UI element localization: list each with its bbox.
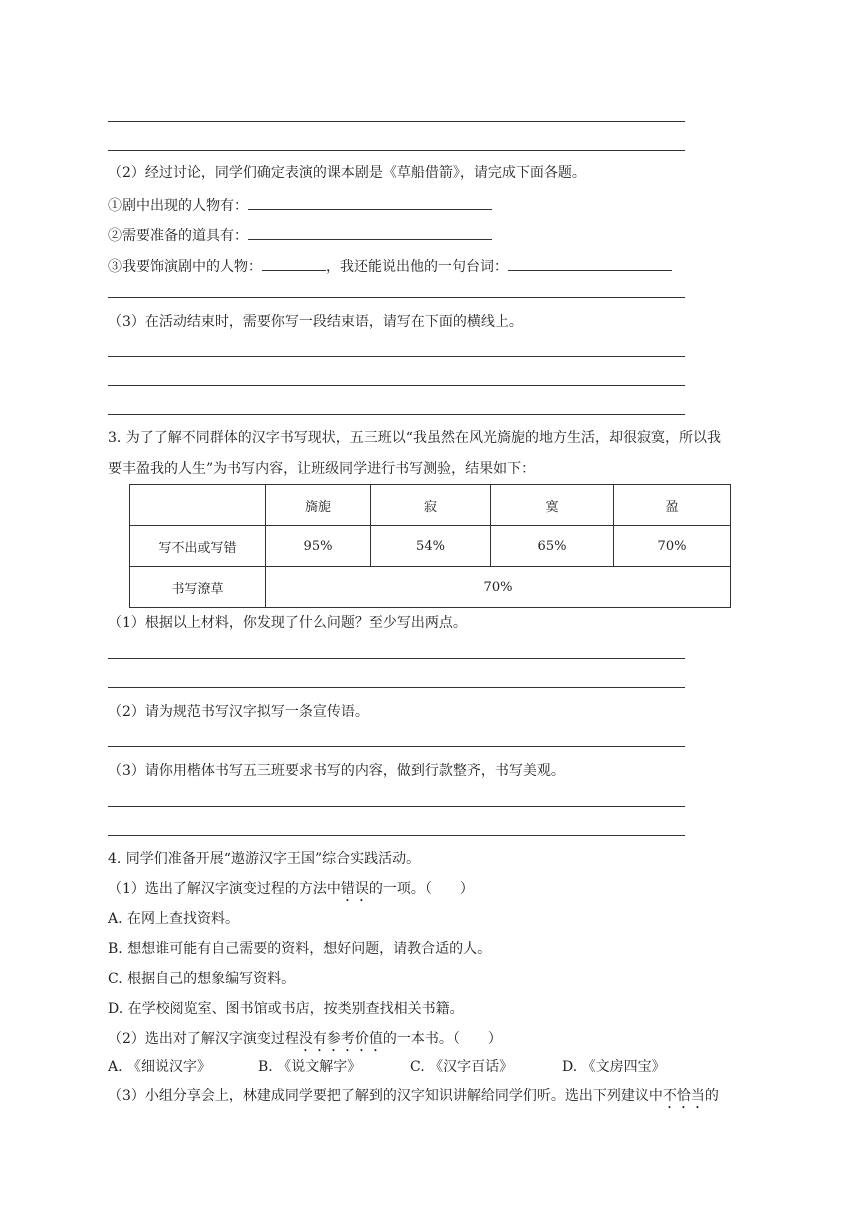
q4-sub2-paren: 的一本书。（ ） (382, 1031, 502, 1047)
table-row (130, 485, 731, 526)
answer-line[interactable] (108, 385, 685, 386)
book-option: D. 《文房四宝》 (562, 1059, 666, 1075)
q2-item3-label-b: ，我还能说出他的一句台词： (326, 259, 508, 275)
table-header-cell: 寂 (371, 485, 491, 526)
q4-sub1 (108, 880, 474, 905)
table-row-label: 书写潦草 (130, 567, 266, 608)
answer-line[interactable] (108, 746, 685, 747)
table-cell: 95% (266, 526, 371, 567)
q4-sub3-tail: 的 (704, 1088, 719, 1104)
line-quote-blank[interactable] (508, 256, 672, 271)
q2-item1-label: ①剧中出现的人物有： (108, 198, 248, 214)
q3-sub3: （3）请你用楷体书写五三班要求书写的内容，做到行款整齐，书写美观。 (108, 763, 565, 779)
emphasis-text: 没有参考价值 (298, 1031, 383, 1047)
props-blank[interactable] (248, 225, 492, 240)
q3-intro-line1: 3. 为了了解不同群体的汉字书写现状，五三班以“我虽然在风光旖旎的地方生活，却很寂寞，所以我 (108, 430, 721, 446)
q3-sub1: （1）根据以上材料，你发现了什么问题？至少写出两点。 (108, 615, 467, 631)
table-cell: 70% (266, 567, 731, 608)
role-blank[interactable] (262, 256, 326, 271)
table-cell: 54% (371, 526, 491, 567)
q2-item2-label: ②需要准备的道具有： (108, 228, 248, 244)
answer-line[interactable] (108, 150, 685, 151)
q4-option-a: A. 在网上查找资料。 (108, 911, 240, 927)
q2-sub2-intro: （2）经过讨论，同学们确定表演的课本剧是《草船借箭》，请完成下面各题。 (108, 165, 586, 181)
table-cell: 70% (614, 526, 731, 567)
answer-line[interactable] (108, 356, 685, 357)
book-option: A. 《细说汉字》 (108, 1059, 212, 1075)
table-row (130, 526, 731, 567)
emphasis-text: 错误 (340, 881, 369, 897)
table-header-cell: 寞 (491, 485, 614, 526)
q4-option-c: C. 根据自己的想象编写资料。 (108, 971, 296, 987)
table-header-cell: 旖旎 (266, 485, 371, 526)
q3-sub2: （2）请为规范书写汉字拟写一条宣传语。 (108, 704, 369, 720)
q2-item2-row (108, 225, 492, 245)
q2-sub3: （3）在活动结束时，需要你写一段结束语，请写在下面的横线上。 (108, 314, 523, 330)
q2-item3-label-a: ③我要饰演剧中的人物： (108, 259, 262, 275)
q4-sub1-text: （1）选出了解汉字演变过程的方法中 (108, 881, 341, 897)
q4-sub2 (108, 1030, 502, 1055)
table-cell: 65% (491, 526, 614, 567)
book-option: B. 《说文解字》 (258, 1059, 362, 1075)
table-row (130, 567, 731, 608)
q4-sub2-text: （2）选出对了解汉字演变过程 (108, 1031, 299, 1047)
q4-option-b: B. 想想谁可能有自己需要的资料，想好问题，请教合适的人。 (108, 941, 492, 957)
characters-blank[interactable] (248, 195, 492, 210)
table-header-cell (130, 485, 266, 526)
answer-line[interactable] (108, 806, 685, 807)
survey-table (129, 484, 731, 608)
q3-intro-line2: 要丰盈我的人生”为书写内容，让班级同学进行书写测验，结果如下： (108, 461, 536, 477)
emphasis-text: 不恰当 (662, 1088, 705, 1104)
answer-line[interactable] (108, 687, 685, 688)
answer-line[interactable] (108, 414, 685, 415)
q4-intro: 4. 同学们准备开展“遨游汉字王国”综合实践活动。 (108, 851, 421, 867)
q2-item3-row (108, 256, 672, 276)
book-option: C. 《汉字百话》 (410, 1059, 514, 1075)
q4-sub3-text: （3）小组分享会上，林建成同学要把了解到的汉字知识讲解给同学们听。选出下列建议中 (108, 1088, 663, 1104)
q4-sub3 (108, 1087, 719, 1112)
answer-line[interactable] (108, 121, 685, 122)
answer-line[interactable] (108, 835, 685, 836)
q2-item1-row (108, 195, 492, 215)
table-header-cell: 盈 (614, 485, 731, 526)
answer-line[interactable] (108, 297, 685, 298)
q4-option-d: D. 在学校阅览室、图书馆或书店，按类别查找相关书籍。 (108, 1001, 464, 1017)
table-row-label: 写不出或写错 (130, 526, 266, 567)
q4-sub1-paren: 的一项。（ ） (368, 881, 474, 897)
answer-line[interactable] (108, 658, 685, 659)
